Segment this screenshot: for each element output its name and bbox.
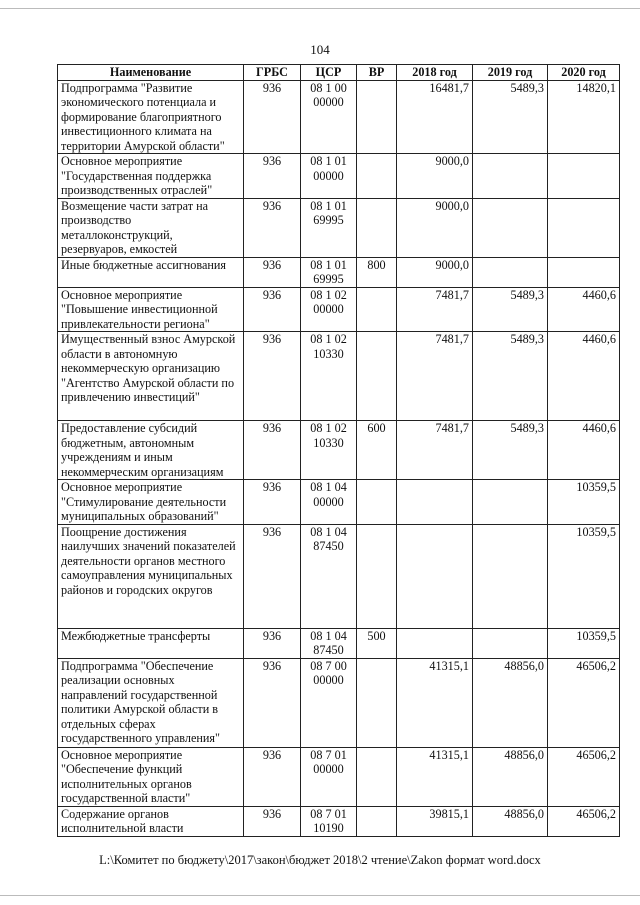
row-name: Основное мероприятие "Стимулирование деятельности муниципальных образований" <box>58 480 244 525</box>
header-vr: ВР <box>357 65 397 81</box>
table-row <box>58 658 620 747</box>
row-2019 <box>473 480 548 525</box>
table-row <box>58 628 620 658</box>
row-csr: 08 7 00 00000 <box>301 658 357 747</box>
row-grbs: 936 <box>244 257 301 287</box>
table-row <box>58 80 620 154</box>
row-grbs: 936 <box>244 524 301 628</box>
row-2019 <box>473 198 548 257</box>
row-2019: 5489,3 <box>473 287 548 332</box>
row-vr <box>357 480 397 525</box>
row-csr: 08 1 00 00000 <box>301 80 357 154</box>
header-csr: ЦСР <box>301 65 357 81</box>
row-name: Межбюджетные трансферты <box>58 628 244 658</box>
row-2020 <box>548 154 620 199</box>
row-csr: 08 7 01 10190 <box>301 806 357 836</box>
row-2018 <box>397 480 473 525</box>
row-name: Основное мероприятие "Государственная поддержка производственных отраслей" <box>58 154 244 199</box>
row-2020: 46506,2 <box>548 806 620 836</box>
row-2019: 48856,0 <box>473 747 548 806</box>
row-2020: 14820,1 <box>548 80 620 154</box>
budget-table <box>57 64 620 837</box>
header-2020: 2020 год <box>548 65 620 81</box>
row-name: Возмещение части затрат на производство металлоконструкций, резервуаров, емкостей <box>58 198 244 257</box>
row-name: Предоставление субсидий бюджетным, автономным учреждениям и иным некоммерческим организациям <box>58 421 244 480</box>
row-2020: 10359,5 <box>548 628 620 658</box>
scan-edge-top <box>0 8 640 9</box>
row-vr <box>357 332 397 421</box>
row-name: Подпрограмма "Обеспечение реализации основных направлений государственной политики Амурской области в отдельных сферах государственного управления" <box>58 658 244 747</box>
row-2019: 5489,3 <box>473 332 548 421</box>
row-vr: 800 <box>357 257 397 287</box>
row-2019 <box>473 257 548 287</box>
row-vr <box>357 524 397 628</box>
row-vr <box>357 806 397 836</box>
row-vr <box>357 747 397 806</box>
table-header-row <box>58 65 620 81</box>
row-csr: 08 1 01 69995 <box>301 198 357 257</box>
row-2018: 41315,1 <box>397 658 473 747</box>
row-grbs: 936 <box>244 198 301 257</box>
row-grbs: 936 <box>244 628 301 658</box>
row-grbs: 936 <box>244 806 301 836</box>
row-grbs: 936 <box>244 154 301 199</box>
row-grbs: 936 <box>244 658 301 747</box>
row-2018: 41315,1 <box>397 747 473 806</box>
row-vr <box>357 154 397 199</box>
row-csr: 08 1 04 87450 <box>301 628 357 658</box>
row-2019: 5489,3 <box>473 80 548 154</box>
row-2018: 9000,0 <box>397 154 473 199</box>
table-row <box>58 287 620 332</box>
row-2019: 5489,3 <box>473 421 548 480</box>
row-vr: 500 <box>357 628 397 658</box>
table-row <box>58 198 620 257</box>
row-name: Содержание органов исполнительной власти <box>58 806 244 836</box>
header-2019: 2019 год <box>473 65 548 81</box>
row-grbs: 936 <box>244 332 301 421</box>
header-name: Наименование <box>58 65 244 81</box>
table-row <box>58 332 620 421</box>
row-2019 <box>473 524 548 628</box>
row-name: Имущественный взнос Амурской области в автономную некоммерческую организацию "Агентство Амурской области по привлечению инвестиций" <box>58 332 244 421</box>
table-row <box>58 421 620 480</box>
row-2018: 9000,0 <box>397 257 473 287</box>
row-name: Основное мероприятие "Повышение инвестиционной привлекательности региона" <box>58 287 244 332</box>
row-2020: 10359,5 <box>548 524 620 628</box>
row-2020: 4460,6 <box>548 287 620 332</box>
table-row <box>58 154 620 199</box>
row-csr: 08 1 01 69995 <box>301 257 357 287</box>
row-2018 <box>397 524 473 628</box>
row-name: Иные бюджетные ассигнования <box>58 257 244 287</box>
table-row <box>58 257 620 287</box>
row-grbs: 936 <box>244 80 301 154</box>
row-name: Поощрение достижения наилучших значений показателей деятельности органов местного самоуправления муниципальных районов и городских округов <box>58 524 244 628</box>
row-2020: 4460,6 <box>548 421 620 480</box>
row-grbs: 936 <box>244 747 301 806</box>
row-2020 <box>548 257 620 287</box>
row-2020: 4460,6 <box>548 332 620 421</box>
row-2018: 16481,7 <box>397 80 473 154</box>
table-row <box>58 806 620 836</box>
row-vr <box>357 80 397 154</box>
table-row <box>58 480 620 525</box>
table-row <box>58 747 620 806</box>
row-2018: 9000,0 <box>397 198 473 257</box>
row-2020: 10359,5 <box>548 480 620 525</box>
row-2018: 39815,1 <box>397 806 473 836</box>
row-2019: 48856,0 <box>473 806 548 836</box>
row-csr: 08 1 02 10330 <box>301 332 357 421</box>
row-vr: 600 <box>357 421 397 480</box>
row-csr: 08 1 04 00000 <box>301 480 357 525</box>
row-2018 <box>397 628 473 658</box>
header-grbs: ГРБС <box>244 65 301 81</box>
row-2020: 46506,2 <box>548 747 620 806</box>
row-2019 <box>473 628 548 658</box>
row-name: Основное мероприятие "Обеспечение функций исполнительных органов государственной власти" <box>58 747 244 806</box>
scan-edge-bottom <box>0 895 640 896</box>
row-name: Подпрограмма "Развитие экономического потенциала и формирование благоприятного инвестиционного климата на территории Амурской области" <box>58 80 244 154</box>
page-number: 104 <box>310 42 330 57</box>
row-csr: 08 1 02 00000 <box>301 287 357 332</box>
row-2019 <box>473 154 548 199</box>
table-row <box>58 524 620 628</box>
row-vr <box>357 658 397 747</box>
row-csr: 08 1 01 00000 <box>301 154 357 199</box>
row-csr: 08 7 01 00000 <box>301 747 357 806</box>
row-2018: 7481,7 <box>397 332 473 421</box>
row-grbs: 936 <box>244 421 301 480</box>
row-2020: 46506,2 <box>548 658 620 747</box>
row-2019: 48856,0 <box>473 658 548 747</box>
row-2020 <box>548 198 620 257</box>
row-grbs: 936 <box>244 480 301 525</box>
file-path-footer: L:\Комитет по бюджету\2017\закон\бюджет 2018\2 чтение\Zakon формат word.docx <box>99 853 541 867</box>
row-vr <box>357 198 397 257</box>
row-2018: 7481,7 <box>397 287 473 332</box>
row-vr <box>357 287 397 332</box>
row-csr: 08 1 04 87450 <box>301 524 357 628</box>
header-2018: 2018 год <box>397 65 473 81</box>
row-2018: 7481,7 <box>397 421 473 480</box>
row-csr: 08 1 02 10330 <box>301 421 357 480</box>
row-grbs: 936 <box>244 287 301 332</box>
